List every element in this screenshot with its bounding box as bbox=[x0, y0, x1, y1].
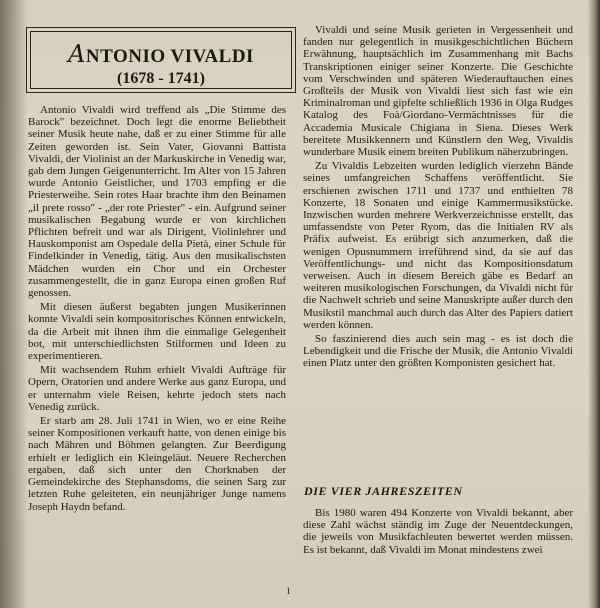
composer-name-initial: A bbox=[68, 40, 86, 68]
composer-name bbox=[27, 40, 295, 68]
paragraph: Mit wachsendem Ruhm erhielt Vivaldi Aufträge für Opern, Oratorien und andere Werke aus ganz Europa, und er unternahm viele Reisen, kehrte jedoch stets nach Venedig zurück. bbox=[28, 364, 286, 413]
left-column bbox=[28, 104, 286, 515]
page-edge bbox=[588, 0, 600, 608]
section-body bbox=[303, 507, 573, 558]
paragraph: Antonio Vivaldi wird treffend als „Die Stimme des Barock" bezeichnet. Doch legt die enorme Beliebtheit seiner Musik heute nahe, daß er zu einer Stimme für alle Zeiten geworden ist. Sein Vater, Giovanni Battista Vivaldi, der Violinist an der Markuskirche in Venedig war, gab dem Jungen Geigenunterricht. Im Alter von 15 Jahren wurde Antonio Geistlicher, und 1703 empfing er die Priesterweihe. Sein rotes Haar brachte ihm den Beinamen „il prete rosso" - „der rote Priester" - ein. Aufgrund seiner musikalischen Begabung wurde er von kirchlichen Pflichten befreit und war als Dirigent, Violinlehrer und Hauskomponist am Ospedale della Pietà, einer Schule für Findelkinder in Venedig, tätig. Aus den musikalischsten Mädchen wurden ein Chor und ein Orchester zusammengestellt, die in ganz Europa einen großen Ruf genossen. bbox=[28, 104, 286, 300]
paragraph: So faszinierend dies auch sein mag - es ist doch die Lebendigkeit und die Frische der Musik, die Antonio Vivaldi einen Platz unter den größten Komponisten gesichert hat. bbox=[303, 333, 573, 370]
paragraph: Er starb am 28. Juli 1741 in Wien, wo er eine Reihe seiner Kompositionen verkauft hatte, von denen einige bis nach Mähren und Böhmen gelangten. Zur Beerdigung erhielt er lediglich ein Kleingeläut. Neuere Recherchen ergaben, daß sich unter den Chorknaben der Gemeindekirche des Stephansdoms, die seinen Sarg zur letzten Ruhe geleiteten, ein neunjähriger Junge namens Joseph Haydn befand. bbox=[28, 415, 286, 513]
composer-years: (1678 - 1741) bbox=[117, 70, 205, 87]
section-heading: DIE VIER JAHRESZEITEN bbox=[304, 484, 463, 498]
paragraph: Mit diesen äußerst begabten jungen Musikerinnen konnte Vivaldi sein kompositorisches Können entwickeln, da die Arbeit mit ihnen ihm die einmalige Gelegenheit bot, mit unterschiedlichsten Stilformen und Ideen zu experimentieren. bbox=[28, 301, 286, 363]
paragraph: Bis 1980 waren 494 Konzerte von Vivaldi bekannt, aber diese Zahl wächst ständig im Zuge der Neuentdeckungen, die jeweils von Musikfachleuten bewertet werden müssen. Es ist bekannt, daß Vivaldi im Monat mindestens zwei bbox=[303, 507, 573, 556]
right-column bbox=[303, 24, 573, 372]
composer-name-rest: NTONIO VIVALDI bbox=[85, 46, 254, 67]
binding-shadow bbox=[0, 0, 28, 608]
paragraph: Zu Vivaldis Lebzeiten wurden lediglich vierzehn Bände seines umfangreichen Schaffens veröffentlicht. Sie erschienen zwischen 1711 und 1737 und enthielten 78 Konzerte, 18 Sonaten und einige Kammermusikstücke. Inzwischen wurden mehrere Werkverzeichnisse erstellt, das umfassendste von Peter Ryom, das die Initialen RV als Präfix aufweist. Es erübrigt sich anzumerken, daß die wenigen Opusnummern irreführend sind, da sie auf das Veröffentlichungs- und nicht das Kompositionsdatum verweisen. Auch in diesem Bereich gäbe es Bedarf an weiteren musikologischen Forschungen, da Vivaldi nicht für die Nachwelt schrieb und seine Manuskripte außer durch den Musikstil manchmal auch durch das Alter des Papiers datiert werden können. bbox=[303, 160, 573, 331]
page-number: 1 bbox=[286, 586, 291, 596]
title-box bbox=[26, 27, 296, 93]
paragraph: Vivaldi und seine Musik gerieten in Vergessenheit und fanden nur gelegentlich in musikgeschichtlichen Büchern Erwähnung, hauptsächlich im Zusammenhang mit Bachs Transkriptionen einiger seiner Konzerte. Die Geschichte vom Verschwinden und späteren Wiederauftauchen eines Großteils der Musik von Vivaldi liest sich fast wie ein Kriminalroman und gipfelte schließlich 1936 in Olga Rudges Katalog des Foà/Giordano-Vermächtnisses für die Accademia Musicale Chigiana in Siena. Dieses Werk bereitete Musikkennern und Künstlern den Weg, Vivaldis wunderbare Musik einem breiten Publikum näherzubringen. bbox=[303, 24, 573, 159]
